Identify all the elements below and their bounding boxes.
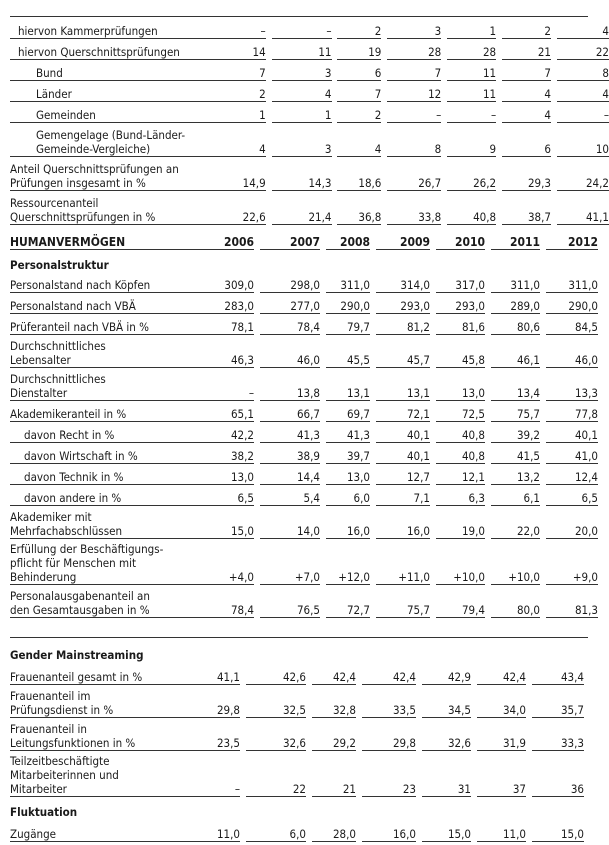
value-cell-2007: 1 (272, 102, 332, 123)
value-cell-2008: 72,7 (326, 585, 370, 618)
row-label-line: davon andere in % (24, 491, 122, 505)
value-cell-2011: +10,0 (491, 539, 540, 585)
value-cell-2007: 41,3 (260, 422, 320, 443)
value-cell-2010: 317,0 (436, 272, 485, 293)
value-cell-2007: 42,6 (246, 662, 306, 685)
section-heading: Gender Mainstreaming (10, 648, 144, 662)
value-cell-2012: 20,0 (546, 506, 598, 539)
row-label-line: Behinderung (10, 570, 77, 584)
value-cell-2012: 22 (557, 39, 609, 60)
value-cell-2009: 42,4 (362, 662, 416, 685)
value-cell-2009: 28 (387, 39, 441, 60)
audit-statistics-table (10, 18, 609, 225)
row-label (10, 585, 204, 618)
row-label (10, 485, 204, 506)
value-cell-2007: 21,4 (272, 191, 332, 225)
value-cell-2008: 7 (337, 81, 381, 102)
table-row (10, 314, 598, 335)
row-label: Gemeinden (10, 102, 216, 123)
value-cell-2008: 18,6 (337, 157, 381, 191)
value-cell-2006: 78,4 (204, 585, 254, 618)
row-label: hiervon Kammerprüfungen (10, 18, 216, 39)
value-cell-2006: 65,1 (204, 401, 254, 422)
value-cell-2010: 15,0 (422, 819, 471, 842)
value-cell-2006: – (204, 368, 254, 401)
value-cell-2009: 7 (387, 60, 441, 81)
value-cell-2007: 3 (272, 123, 332, 157)
table-row (10, 718, 584, 751)
section-fluktuation (10, 797, 584, 819)
value-cell-2009: 75,7 (376, 585, 430, 618)
row-label-line: davon Technik in % (24, 470, 124, 484)
row-label (10, 157, 216, 191)
value-cell-2009: 23 (362, 751, 416, 797)
row-label (10, 539, 204, 585)
value-cell-2007: 298,0 (260, 272, 320, 293)
table-row (10, 123, 609, 157)
value-cell-2009: 81,2 (376, 314, 430, 335)
value-cell-2008: 45,5 (326, 335, 370, 368)
row-label (10, 751, 190, 797)
value-cell-2007: 38,9 (260, 443, 320, 464)
table-row (10, 506, 598, 539)
year-header-2007: 2007 (260, 228, 320, 250)
value-cell-2009: 7,1 (376, 485, 430, 506)
value-cell-2011: 311,0 (491, 272, 540, 293)
value-cell-2009: 29,8 (362, 718, 416, 751)
value-cell-2010: 32,6 (422, 718, 471, 751)
value-cell-2012: 84,5 (546, 314, 598, 335)
value-cell-2008: 13,0 (326, 464, 370, 485)
row-label (10, 819, 190, 842)
value-cell-2006: 11,0 (190, 819, 240, 842)
row-label-line: Frauenanteil im (10, 689, 91, 703)
row-label-line: Personalausgabenanteil an (10, 589, 150, 603)
value-cell-2011: 21 (502, 39, 551, 60)
value-cell-2010: 19,0 (436, 506, 485, 539)
value-cell-2012: – (557, 102, 609, 123)
human-capital-table (10, 228, 598, 618)
value-cell-2011: 34,0 (477, 685, 526, 718)
value-cell-2012: +9,0 (546, 539, 598, 585)
value-cell-2009: 12 (387, 81, 441, 102)
value-cell-2009: 3 (387, 18, 441, 39)
row-label-line: Mitarbeiter (10, 782, 67, 796)
value-cell-2011: 80,6 (491, 314, 540, 335)
value-cell-2010: 81,6 (436, 314, 485, 335)
value-cell-2006: 23,5 (190, 718, 240, 751)
value-cell-2010: 31 (422, 751, 471, 797)
year-header-2009: 2009 (376, 228, 430, 250)
value-cell-2007: 14,3 (272, 157, 332, 191)
row-label (10, 293, 204, 314)
row-label-line: Zugänge (10, 827, 57, 841)
section-rule (10, 637, 588, 638)
value-cell-2010: – (447, 102, 496, 123)
value-cell-2006: 13,0 (204, 464, 254, 485)
value-cell-2008: 28,0 (312, 819, 356, 842)
value-cell-2010: 79,4 (436, 585, 485, 618)
row-label-line: davon Wirtschaft in % (24, 449, 138, 463)
row-label: Länder (10, 81, 216, 102)
value-cell-2010: 13,0 (436, 368, 485, 401)
value-cell-2011: 42,4 (477, 662, 526, 685)
value-cell-2007: – (272, 18, 332, 39)
value-cell-2011: 41,5 (491, 443, 540, 464)
value-cell-2010: 45,8 (436, 335, 485, 368)
row-label-line: Akademikeranteil in % (10, 407, 127, 421)
value-cell-2006: 1 (216, 102, 266, 123)
table-row (10, 102, 609, 123)
value-cell-2012: 24,2 (557, 157, 609, 191)
value-cell-2007: 3 (272, 60, 332, 81)
value-cell-2012: 290,0 (546, 293, 598, 314)
table-row (10, 191, 609, 225)
value-cell-2007: +7,0 (260, 539, 320, 585)
value-cell-2012: 4 (557, 18, 609, 39)
value-cell-2012: 33,3 (532, 718, 584, 751)
value-cell-2010: 1 (447, 18, 496, 39)
row-label (10, 422, 204, 443)
row-label-line: Frauenanteil gesamt in % (10, 670, 143, 684)
value-cell-2010: 40,8 (447, 191, 496, 225)
value-cell-2012: 41,1 (557, 191, 609, 225)
value-cell-2008: 29,2 (312, 718, 356, 751)
row-label-line: Mehrfachabschlüssen (10, 524, 123, 538)
value-cell-2008: 79,7 (326, 314, 370, 335)
value-cell-2006: 4 (216, 123, 266, 157)
value-cell-2010: 34,5 (422, 685, 471, 718)
row-label (10, 506, 204, 539)
row-label-line: Gemeinde-Vergleiche) (36, 142, 151, 156)
year-header-2010: 2010 (436, 228, 485, 250)
value-cell-2012: 46,0 (546, 335, 598, 368)
value-cell-2010: 42,9 (422, 662, 471, 685)
table-row (10, 18, 609, 39)
value-cell-2010: 11 (447, 60, 496, 81)
value-cell-2007: 6,0 (246, 819, 306, 842)
value-cell-2012: 311,0 (546, 272, 598, 293)
row-label-line: Personalstand nach VBÄ (10, 299, 136, 313)
row-label-line: Prüfungsdienst in % (10, 703, 114, 717)
table-row (10, 819, 584, 842)
row-label: hiervon Querschnittsprüfungen (10, 39, 216, 60)
value-cell-2010: 28 (447, 39, 496, 60)
row-label-line: Durchschnittliches (10, 339, 106, 353)
top-rule (10, 16, 588, 17)
table-row (10, 685, 584, 718)
value-cell-2011: 11,0 (477, 819, 526, 842)
table-row (10, 464, 598, 485)
value-cell-2009: 293,0 (376, 293, 430, 314)
value-cell-2012: 43,4 (532, 662, 584, 685)
table-row (10, 81, 609, 102)
value-cell-2012: 35,7 (532, 685, 584, 718)
value-cell-2012: 81,3 (546, 585, 598, 618)
value-cell-2006: 46,3 (204, 335, 254, 368)
section-personalstruktur (10, 250, 598, 272)
value-cell-2009: 40,1 (376, 422, 430, 443)
value-cell-2008: 41,3 (326, 422, 370, 443)
row-label (10, 191, 216, 225)
year-header-2006: 2006 (204, 228, 254, 250)
value-cell-2007: 66,7 (260, 401, 320, 422)
value-cell-2011: 46,1 (491, 335, 540, 368)
value-cell-2009: 16,0 (362, 819, 416, 842)
value-cell-2009: +11,0 (376, 539, 430, 585)
value-cell-2009: 8 (387, 123, 441, 157)
row-label (10, 335, 204, 368)
section-title: HUMANVERMÖGEN (10, 228, 204, 250)
value-cell-2012: 40,1 (546, 422, 598, 443)
value-cell-2008: 32,8 (312, 685, 356, 718)
value-cell-2007: 13,8 (260, 368, 320, 401)
value-cell-2010: 40,8 (436, 443, 485, 464)
value-cell-2009: 12,7 (376, 464, 430, 485)
section-heading: Personalstruktur (10, 258, 109, 272)
value-cell-2008: 13,1 (326, 368, 370, 401)
value-cell-2010: 9 (447, 123, 496, 157)
row-label-line: Leitungsfunktionen in % (10, 736, 136, 750)
value-cell-2011: 38,7 (502, 191, 551, 225)
value-cell-2011: 289,0 (491, 293, 540, 314)
table-row (10, 485, 598, 506)
value-cell-2009: 13,1 (376, 368, 430, 401)
section-heading: Fluktuation (10, 805, 78, 819)
value-cell-2008: 2 (337, 102, 381, 123)
value-cell-2008: 6 (337, 60, 381, 81)
year-header-row (10, 228, 598, 250)
table-row (10, 39, 609, 60)
value-cell-2007: 32,6 (246, 718, 306, 751)
value-cell-2010: 12,1 (436, 464, 485, 485)
year-header-2008: 2008 (326, 228, 370, 250)
value-cell-2012: 77,8 (546, 401, 598, 422)
value-cell-2010: 40,8 (436, 422, 485, 443)
value-cell-2011: 31,9 (477, 718, 526, 751)
row-label-line: pflicht für Menschen mit (10, 556, 136, 570)
value-cell-2011: 6,1 (491, 485, 540, 506)
value-cell-2008: 4 (337, 123, 381, 157)
row-label (10, 662, 190, 685)
value-cell-2006: 38,2 (204, 443, 254, 464)
row-label-line: Lebensalter (10, 353, 71, 367)
value-cell-2008: 16,0 (326, 506, 370, 539)
value-cell-2011: 7 (502, 60, 551, 81)
value-cell-2012: 36 (532, 751, 584, 797)
value-cell-2006: 6,5 (204, 485, 254, 506)
value-cell-2009: 72,1 (376, 401, 430, 422)
table-row (10, 272, 598, 293)
value-cell-2007: 11 (272, 39, 332, 60)
value-cell-2008: 290,0 (326, 293, 370, 314)
row-label-line: Durchschnittliches (10, 372, 106, 386)
value-cell-2011: 13,4 (491, 368, 540, 401)
table-row (10, 422, 598, 443)
table-row (10, 60, 609, 81)
value-cell-2006: 29,8 (190, 685, 240, 718)
row-label: Bund (10, 60, 216, 81)
value-cell-2012: 8 (557, 60, 609, 81)
table-row (10, 585, 598, 618)
value-cell-2011: 80,0 (491, 585, 540, 618)
value-cell-2008: 42,4 (312, 662, 356, 685)
row-label (10, 718, 190, 751)
value-cell-2011: 39,2 (491, 422, 540, 443)
row-label (10, 401, 204, 422)
value-cell-2008: 6,0 (326, 485, 370, 506)
value-cell-2007: 4 (272, 81, 332, 102)
value-cell-2010: +10,0 (436, 539, 485, 585)
value-cell-2006: 15,0 (204, 506, 254, 539)
value-cell-2010: 11 (447, 81, 496, 102)
value-cell-2012: 41,0 (546, 443, 598, 464)
row-label (10, 368, 204, 401)
row-label-line: Ressourcenanteil (10, 196, 99, 210)
value-cell-2006: – (216, 18, 266, 39)
value-cell-2009: 33,5 (362, 685, 416, 718)
value-cell-2012: 10 (557, 123, 609, 157)
value-cell-2011: 4 (502, 81, 551, 102)
row-label (10, 272, 204, 293)
value-cell-2006: 309,0 (204, 272, 254, 293)
value-cell-2009: 26,7 (387, 157, 441, 191)
row-label-line: davon Recht in % (24, 428, 115, 442)
value-cell-2011: 6 (502, 123, 551, 157)
table-row (10, 293, 598, 314)
value-cell-2007: 76,5 (260, 585, 320, 618)
value-cell-2011: 75,7 (491, 401, 540, 422)
value-cell-2012: 12,4 (546, 464, 598, 485)
section-gender-mainstreaming (10, 640, 584, 662)
value-cell-2011: 13,2 (491, 464, 540, 485)
row-label (10, 123, 216, 157)
value-cell-2008: 36,8 (337, 191, 381, 225)
row-label-line: Dienstalter (10, 386, 68, 400)
row-label-line: Erfüllung der Beschäftigungs- (10, 542, 164, 556)
row-label-line: den Gesamtausgaben in % (10, 603, 150, 617)
table-row (10, 401, 598, 422)
gender-mainstreaming-table (10, 640, 584, 842)
row-label (10, 314, 204, 335)
value-cell-2010: 26,2 (447, 157, 496, 191)
value-cell-2011: 4 (502, 102, 551, 123)
value-cell-2007: 22 (246, 751, 306, 797)
value-cell-2010: 72,5 (436, 401, 485, 422)
value-cell-2006: 42,2 (204, 422, 254, 443)
value-cell-2008: 39,7 (326, 443, 370, 464)
value-cell-2006: 14 (216, 39, 266, 60)
row-label-line: Anteil Querschnittsprüfungen an (10, 162, 179, 176)
value-cell-2012: 4 (557, 81, 609, 102)
table-row (10, 539, 598, 585)
value-cell-2007: 78,4 (260, 314, 320, 335)
row-label-line: Teilzeitbeschäftigte (10, 754, 110, 768)
value-cell-2012: 6,5 (546, 485, 598, 506)
value-cell-2009: 33,8 (387, 191, 441, 225)
row-label-line: Personalstand nach Köpfen (10, 278, 151, 292)
table-row (10, 751, 584, 797)
value-cell-2009: 45,7 (376, 335, 430, 368)
value-cell-2007: 46,0 (260, 335, 320, 368)
value-cell-2006: 22,6 (216, 191, 266, 225)
table-row (10, 157, 609, 191)
table-row (10, 443, 598, 464)
value-cell-2010: 293,0 (436, 293, 485, 314)
value-cell-2011: 22,0 (491, 506, 540, 539)
value-cell-2007: 5,4 (260, 485, 320, 506)
value-cell-2007: 14,4 (260, 464, 320, 485)
value-cell-2006: +4,0 (204, 539, 254, 585)
value-cell-2012: 13,3 (546, 368, 598, 401)
row-label (10, 685, 190, 718)
row-label (10, 443, 204, 464)
row-label-line: Mitarbeiterinnen und (10, 768, 119, 782)
value-cell-2012: 15,0 (532, 819, 584, 842)
value-cell-2009: 314,0 (376, 272, 430, 293)
value-cell-2006: – (190, 751, 240, 797)
value-cell-2009: 40,1 (376, 443, 430, 464)
row-label-line: Akademiker mit (10, 510, 92, 524)
year-header-2011: 2011 (491, 228, 540, 250)
value-cell-2007: 32,5 (246, 685, 306, 718)
value-cell-2010: 6,3 (436, 485, 485, 506)
row-label (10, 464, 204, 485)
value-cell-2009: 16,0 (376, 506, 430, 539)
value-cell-2008: 311,0 (326, 272, 370, 293)
value-cell-2006: 14,9 (216, 157, 266, 191)
table-row (10, 662, 584, 685)
value-cell-2008: 19 (337, 39, 381, 60)
value-cell-2008: +12,0 (326, 539, 370, 585)
value-cell-2007: 277,0 (260, 293, 320, 314)
table-row (10, 335, 598, 368)
row-label-line: Querschnittsprüfungen in % (10, 210, 156, 224)
value-cell-2006: 78,1 (204, 314, 254, 335)
value-cell-2011: 29,3 (502, 157, 551, 191)
row-label-line: Frauenanteil in (10, 722, 87, 736)
value-cell-2006: 41,1 (190, 662, 240, 685)
row-label-line: Gemengelage (Bund-Länder- (36, 128, 186, 142)
value-cell-2008: 69,7 (326, 401, 370, 422)
value-cell-2011: 2 (502, 18, 551, 39)
value-cell-2008: 2 (337, 18, 381, 39)
value-cell-2006: 7 (216, 60, 266, 81)
value-cell-2006: 283,0 (204, 293, 254, 314)
value-cell-2009: – (387, 102, 441, 123)
year-header-2012: 2012 (546, 228, 598, 250)
table-row (10, 368, 598, 401)
value-cell-2011: 37 (477, 751, 526, 797)
value-cell-2007: 14,0 (260, 506, 320, 539)
value-cell-2008: 21 (312, 751, 356, 797)
row-label-line: Prüfungen insgesamt in % (10, 176, 146, 190)
value-cell-2006: 2 (216, 81, 266, 102)
row-label-line: Prüferanteil nach VBÄ in % (10, 320, 149, 334)
